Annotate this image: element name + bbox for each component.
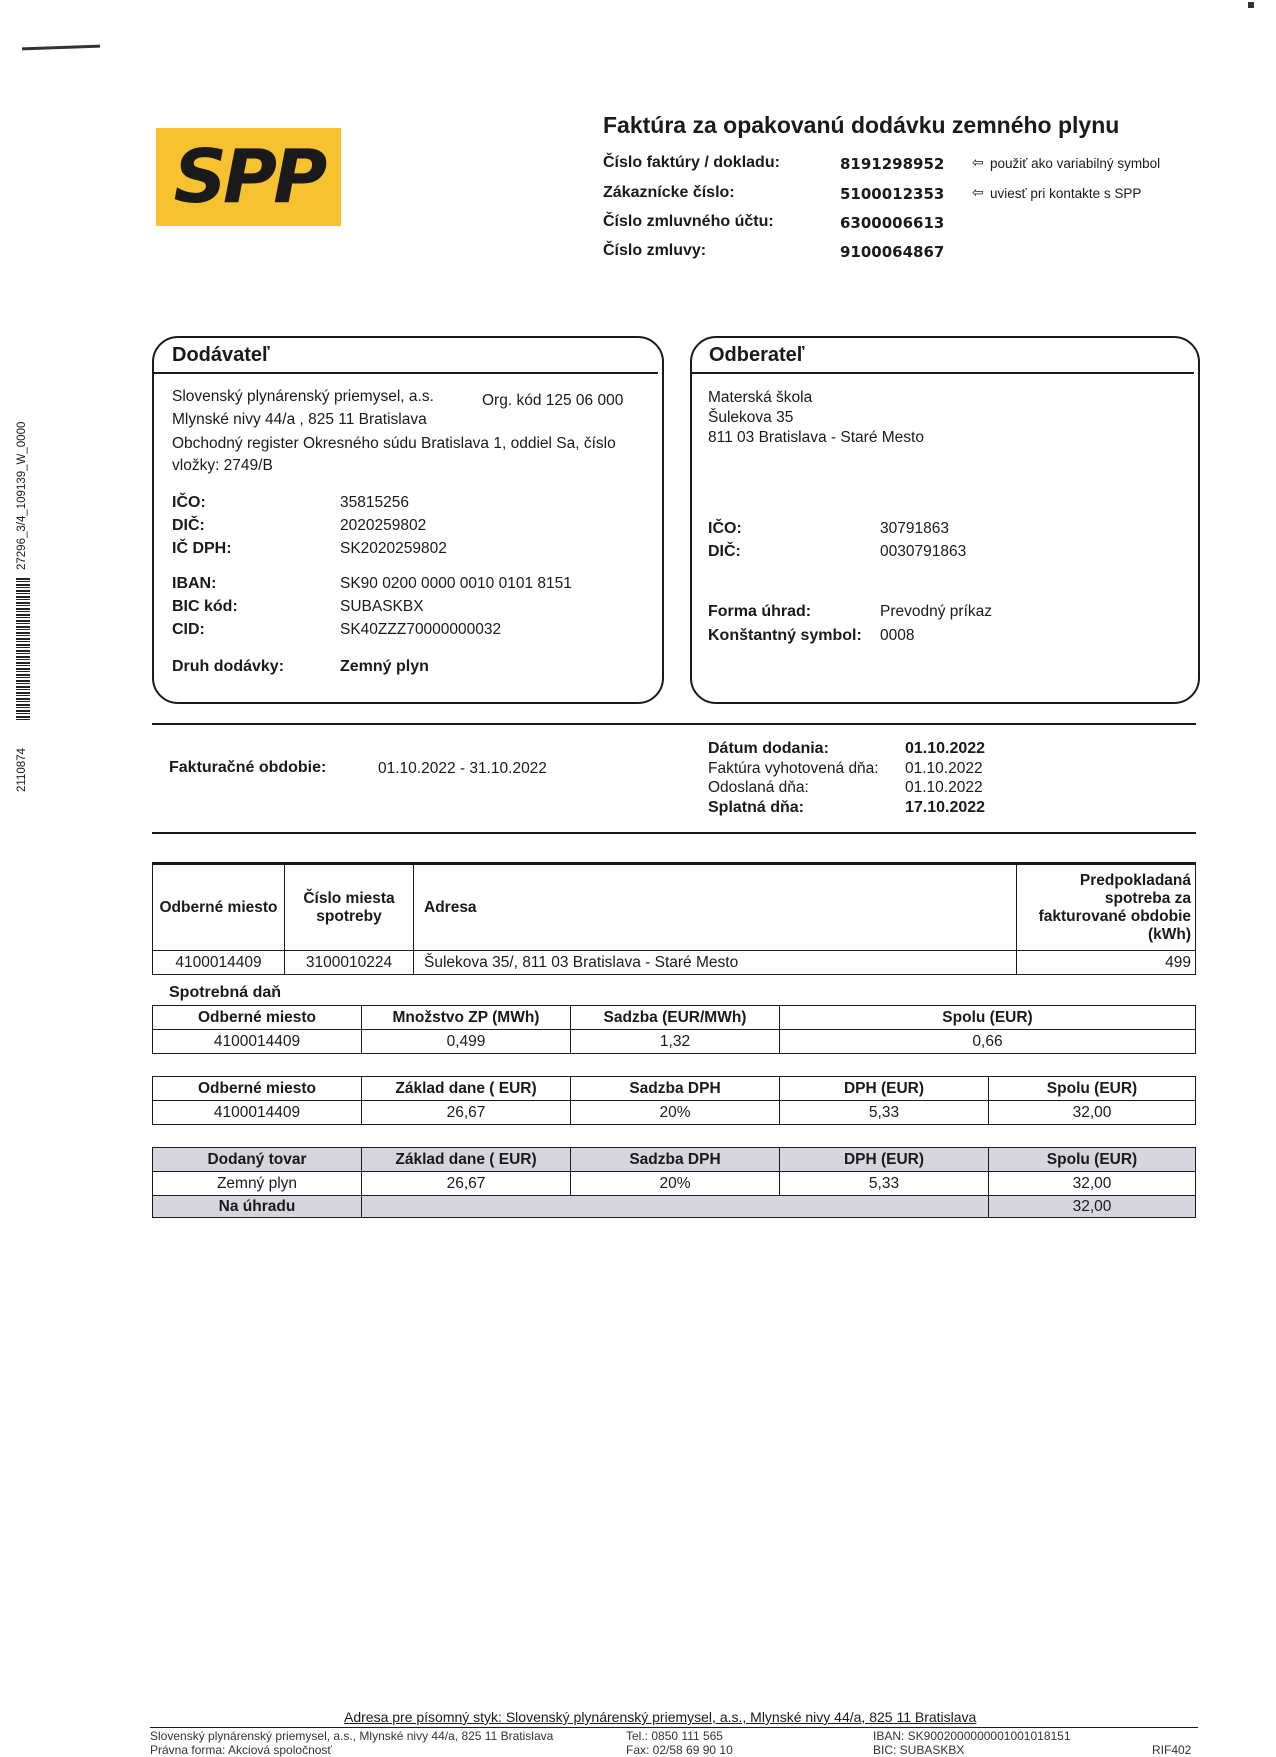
supplier-dic-label: DIČ: [172, 517, 205, 534]
supplier-cid-label: CID: [172, 621, 205, 638]
vat-table [152, 1076, 1196, 1125]
col-header: Odberné miesto [153, 865, 285, 951]
billing-period-label: Fakturačné obdobie: [169, 759, 327, 776]
cell: 20% [571, 1172, 780, 1196]
issue-date-label: Faktúra vyhotovená dňa: [708, 760, 879, 777]
cell: 1,32 [571, 1030, 780, 1054]
excise-title: Spotrebná daň [169, 984, 282, 1001]
cell: Zemný plyn [153, 1172, 362, 1196]
col-header: DPH (EUR) [780, 1077, 989, 1101]
invoice-number-label: Číslo faktúry / dokladu: [603, 154, 780, 171]
cell: 5,33 [780, 1101, 989, 1125]
contact-note: uviesť pri kontakte s SPP [990, 186, 1142, 201]
cell: 0,499 [362, 1030, 571, 1054]
cell: 4100014409 [153, 951, 285, 975]
constant-symbol: 0008 [880, 627, 915, 644]
contract-account: 6300006613 [840, 214, 945, 232]
billing-period: 01.10.2022 - 31.10.2022 [378, 760, 547, 777]
cell: 5,33 [780, 1172, 989, 1196]
table-row [153, 951, 1196, 975]
table-row [153, 1172, 1196, 1196]
supplier-ico-label: IČO: [172, 494, 206, 511]
customer-name: Materská škola [708, 389, 813, 406]
col-header: Dodaný tovar [153, 1148, 362, 1172]
supply-type: Zemný plyn [340, 658, 429, 675]
footer-legal: Právna forma: Akciová spoločnosť [150, 1743, 332, 1757]
col-header: Sadzba DPH [571, 1148, 780, 1172]
variable-symbol-note: použiť ako variabilný symbol [990, 156, 1161, 171]
supplier-org-code: Org. kód 125 06 000 [482, 392, 624, 409]
cell: 32,00 [989, 1101, 1196, 1125]
contract-number: 9100064867 [840, 243, 945, 261]
arrow-left-icon: ⇦ [972, 184, 984, 200]
supplier-iban: SK90 0200 0000 0010 0101 8151 [340, 575, 572, 592]
cell: 26,67 [362, 1101, 571, 1125]
footer-tel: Tel.: 0850 111 565 [626, 1729, 723, 1743]
supplier-register: Obchodný register Okresného súdu Bratislava 1, oddiel Sa, číslo vložky: 2749/B [172, 435, 616, 474]
customer-number: 5100012353 [840, 185, 945, 203]
delivery-date: 01.10.2022 [905, 740, 986, 757]
delivery-date-label: Dátum dodania: [708, 740, 829, 757]
total-value: 32,00 [989, 1196, 1196, 1218]
supplier-title-rule [154, 372, 658, 374]
payment-form-label: Forma úhrad: [708, 603, 812, 620]
cell: Šulekova 35/, 811 03 Bratislava - Staré Mesto [414, 951, 1017, 975]
table-row [153, 1030, 1196, 1054]
excise-table [152, 1005, 1196, 1054]
cell: 32,00 [989, 1172, 1196, 1196]
contract-number-label: Číslo zmluvy: [603, 242, 707, 259]
customer-ico: 30791863 [880, 520, 949, 537]
due-date: 17.10.2022 [905, 799, 986, 816]
customer-street: Šulekova 35 [708, 409, 794, 426]
col-header: Spolu (EUR) [989, 1148, 1196, 1172]
supplier-ico: 35815256 [340, 494, 409, 511]
cell: 3100010224 [285, 951, 414, 975]
table-row [153, 1101, 1196, 1125]
customer-number-label: Zákaznícke číslo: [603, 184, 735, 201]
supplier-iban-label: IBAN: [172, 575, 217, 592]
due-date-label: Splatná dňa: [708, 799, 805, 816]
supplier-title: Dodávateľ [172, 344, 270, 366]
col-header: Adresa [414, 865, 1017, 951]
section-rule [152, 723, 1196, 725]
supplier-cid: SK40ZZZ70000000032 [340, 621, 502, 638]
customer-dic-label: DIČ: [708, 543, 741, 560]
supplier-name: Slovenský plynárenský priemysel, a.s. [172, 388, 434, 405]
supplier-bic: SUBASKBX [340, 598, 424, 615]
scan-mark [22, 45, 100, 51]
col-header: Spolu (EUR) [989, 1077, 1196, 1101]
customer-ico-label: IČO: [708, 520, 742, 537]
issue-date: 01.10.2022 [905, 760, 983, 777]
footer-rule [150, 1727, 1198, 1728]
sent-date: 01.10.2022 [905, 779, 983, 796]
constant-symbol-label: Konštantný symbol: [708, 627, 862, 644]
col-header: Predpokladaná spotreba za fakturované obdobie (kWh) [1017, 865, 1196, 951]
cell: 0,66 [780, 1030, 1196, 1054]
footer-code: RIF402 [1152, 1743, 1192, 1757]
customer-title-rule [692, 372, 1194, 374]
cell: 499 [1017, 951, 1196, 975]
spp-logo: SPP [156, 128, 341, 226]
footer-iban: IBAN: SK9002000000001001018151 [873, 1729, 1071, 1743]
arrow-left-icon: ⇦ [972, 154, 984, 170]
side-barcode [16, 578, 30, 720]
supplier-bic-label: BIC kód: [172, 598, 238, 615]
cell: 26,67 [362, 1172, 571, 1196]
invoice-number: 8191298952 [840, 155, 945, 173]
col-header: Číslo miesta spotreby [285, 865, 414, 951]
footer-bic: BIC: SUBASKBX [873, 1743, 965, 1757]
col-header: Základ dane ( EUR) [362, 1077, 571, 1101]
mailing-address: Adresa pre písomný styk: Slovenský plynárenský priemysel, a.s., Mlynské nivy 44/a, 825 11 Bratislava [344, 1709, 977, 1725]
col-header: Základ dane ( EUR) [362, 1148, 571, 1172]
invoice-title: Faktúra za opakovanú dodávku zemného plynu [603, 112, 1120, 138]
col-header: Odberné miesto [153, 1006, 362, 1030]
consumption-table [152, 864, 1196, 975]
customer-dic: 0030791863 [880, 543, 967, 560]
customer-city: 811 03 Bratislava - Staré Mesto [708, 429, 924, 446]
total-label: Na úhradu [153, 1196, 362, 1218]
footer-fax: Fax: 02/58 69 90 10 [626, 1743, 733, 1757]
section-rule [152, 832, 1196, 834]
col-header: Odberné miesto [153, 1077, 362, 1101]
col-header: DPH (EUR) [780, 1148, 989, 1172]
corner-mark [1248, 2, 1254, 8]
col-header: Spolu (EUR) [780, 1006, 1196, 1030]
cell: 4100014409 [153, 1101, 362, 1125]
sent-date-label: Odoslaná dňa: [708, 779, 809, 796]
customer-title: Odberateľ [709, 344, 805, 366]
supplier-dic: 2020259802 [340, 517, 427, 534]
side-doc-code: 27296_3/4_109139_W_0000 [16, 421, 28, 570]
total-row [153, 1196, 1196, 1218]
supplier-icdph-label: IČ DPH: [172, 540, 232, 557]
payment-form: Prevodný príkaz [880, 603, 992, 620]
side-number: 2110874 [16, 748, 28, 792]
supplier-address: Mlynské nivy 44/a , 825 11 Bratislava [172, 411, 427, 428]
goods-table [152, 1147, 1196, 1218]
total-spacer [362, 1196, 989, 1218]
col-header: Sadzba (EUR/MWh) [571, 1006, 780, 1030]
supply-type-label: Druh dodávky: [172, 658, 285, 675]
footer-company: Slovenský plynárenský priemysel, a.s., Mlynské nivy 44/a, 825 11 Bratislava [150, 1729, 554, 1743]
supplier-icdph: SK2020259802 [340, 540, 447, 557]
contract-account-label: Číslo zmluvného účtu: [603, 213, 774, 230]
col-header: Množstvo ZP (MWh) [362, 1006, 571, 1030]
cell: 20% [571, 1101, 780, 1125]
col-header: Sadzba DPH [571, 1077, 780, 1101]
cell: 4100014409 [153, 1030, 362, 1054]
